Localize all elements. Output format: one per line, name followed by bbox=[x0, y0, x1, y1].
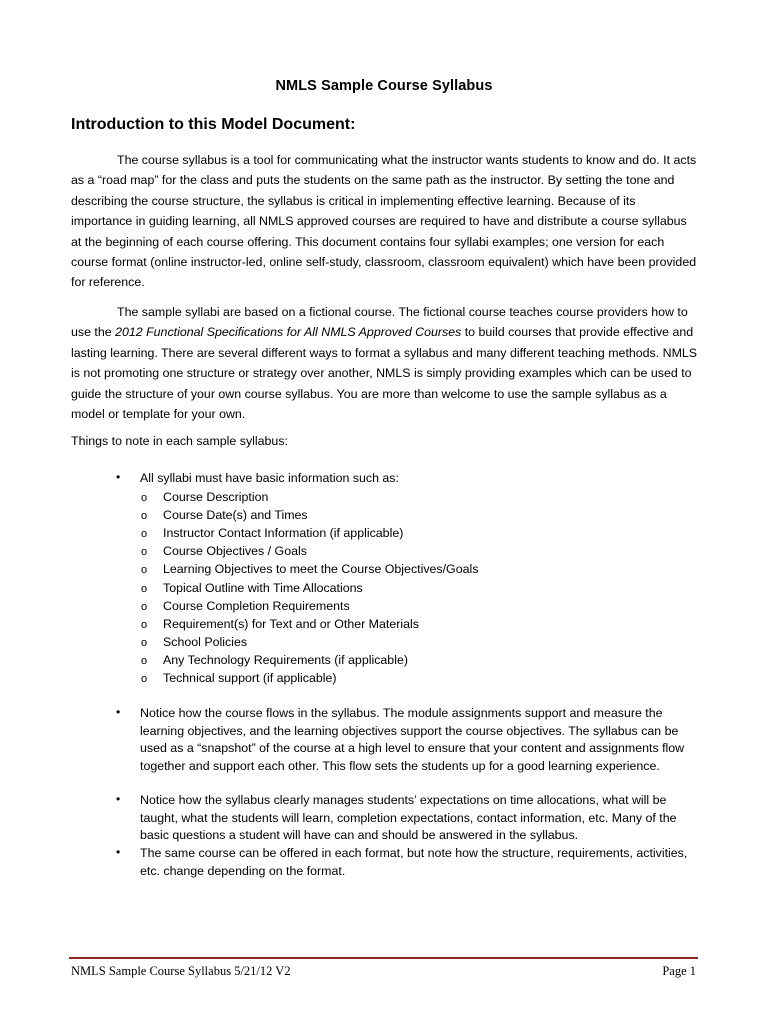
sub-list-item bbox=[141, 488, 268, 507]
sub-list-item bbox=[141, 651, 408, 670]
sub-bullet-glyph: o bbox=[141, 654, 148, 667]
intro-paragraph-2-text-b: to build courses that provide effective and lasting learning. There are several different ways to format a syllabus and many different teaching methods. NMLS is not promoting one structure or strategy over another, NMLS is simply providing examples which can be used to guide the structure of your own course syllabus. You are more than welcome to use the sample syllabus as a model or template for your own. bbox=[71, 325, 698, 422]
sub-item-text: School Policies bbox=[163, 634, 248, 649]
sub-list-item bbox=[141, 560, 478, 579]
intro-paragraph-2-text-a: The sample syllabi are based on a fictional course. The fictional course teaches course providers how to use the bbox=[71, 305, 688, 340]
intro-paragraph-1-text: The course syllabus is a tool for communicating what the instructor wants students to know and do. It acts as a “road map” for the class and puts the students on the same path as the instructor. By setting the tone and describing the course structure, the syllabus is critical in implementing effective learning. Because of its importance in guiding learning, all NMLS approved courses are required to have and distribute a course syllabus at the beginning of each course offering. This document contains four syllabi examples; one version for each course format (online instructor-led, online self-study, classroom, classroom equivalent) which have been provided for reference. bbox=[71, 153, 697, 290]
bullet-glyph: • bbox=[116, 792, 121, 806]
sub-list-item bbox=[141, 597, 350, 616]
sub-item-text: Any Technology Requirements (if applicable) bbox=[163, 652, 408, 667]
sub-list-item bbox=[141, 633, 247, 652]
sub-bullet-glyph: o bbox=[141, 564, 148, 577]
sub-list-item bbox=[141, 524, 403, 543]
sub-list-item bbox=[141, 542, 307, 561]
bullet-text: Notice how the syllabus clearly manages students’ expectations on time allocations, what will be taught, what the students will learn, completion expectations, contact information, etc. Many of the basic questions a student will have can and should be answered in the syllabus. bbox=[140, 793, 677, 842]
sub-item-text: Course Date(s) and Times bbox=[163, 508, 308, 523]
sub-bullet-glyph: o bbox=[141, 492, 148, 504]
page-number: Page 1 bbox=[662, 964, 696, 978]
bullet-text: Notice how the course flows in the syllabus. The module assignments support and measure the learning objectives, and the learning objectives support the course objectives. The syllabus can be used as a “snapshot” of the course at a high level to ensure that your content and assignments flow together and support each other. This flow sets the students up for a good learning experience. bbox=[140, 706, 685, 773]
intro-paragraph-1 bbox=[71, 150, 699, 293]
bullet-glyph: • bbox=[116, 845, 121, 859]
sub-item-text: Topical Outline with Time Allocations bbox=[163, 580, 363, 595]
sub-bullet-glyph: o bbox=[141, 582, 148, 595]
footer-rule bbox=[69, 957, 698, 959]
sub-bullet-glyph: o bbox=[141, 510, 148, 523]
sub-bullet-glyph: o bbox=[141, 636, 148, 649]
sub-list-item bbox=[141, 506, 308, 525]
sub-item-text: Course Description bbox=[163, 490, 269, 504]
footer-title: NMLS Sample Course Syllabus 5/21/12 V2 bbox=[71, 964, 291, 978]
intro-paragraph-2 bbox=[71, 302, 699, 424]
document-title: NMLS Sample Course Syllabus bbox=[275, 78, 493, 94]
bullet-text: The same course can be offered in each format, but note how the structure, requirements, activities, etc. change depending on the format. bbox=[140, 846, 688, 878]
sub-item-text: Course Objectives / Goals bbox=[163, 544, 307, 559]
sub-list-item bbox=[141, 615, 419, 634]
sub-bullet-glyph: o bbox=[141, 673, 148, 685]
bullet-glyph: • bbox=[116, 470, 121, 484]
sub-item-text: Course Completion Requirements bbox=[163, 598, 350, 613]
bullet-glyph: • bbox=[116, 705, 121, 719]
sub-list-item bbox=[141, 579, 363, 598]
sub-list-item bbox=[141, 669, 337, 688]
sub-item-text: Instructor Contact Information (if applicable) bbox=[163, 526, 404, 541]
bullet-text: All syllabi must have basic information such as: bbox=[140, 471, 399, 485]
sub-bullet-glyph: o bbox=[141, 546, 148, 559]
sub-item-text: Requirement(s) for Text and or Other Materials bbox=[163, 616, 419, 631]
sub-item-text: Learning Objectives to meet the Course Objectives/Goals bbox=[163, 562, 479, 577]
sub-bullet-glyph: o bbox=[141, 618, 148, 631]
sub-item-text: Technical support (if applicable) bbox=[163, 671, 337, 685]
things-to-note-heading: Things to note in each sample syllabus: bbox=[71, 434, 288, 448]
sub-bullet-glyph: o bbox=[141, 528, 148, 541]
section-heading: Introduction to this Model Document: bbox=[71, 116, 356, 133]
spec-title-italic: 2012 Functional Specifications for All NMLS Approved Courses bbox=[115, 325, 462, 340]
sub-bullet-glyph: o bbox=[141, 600, 148, 613]
